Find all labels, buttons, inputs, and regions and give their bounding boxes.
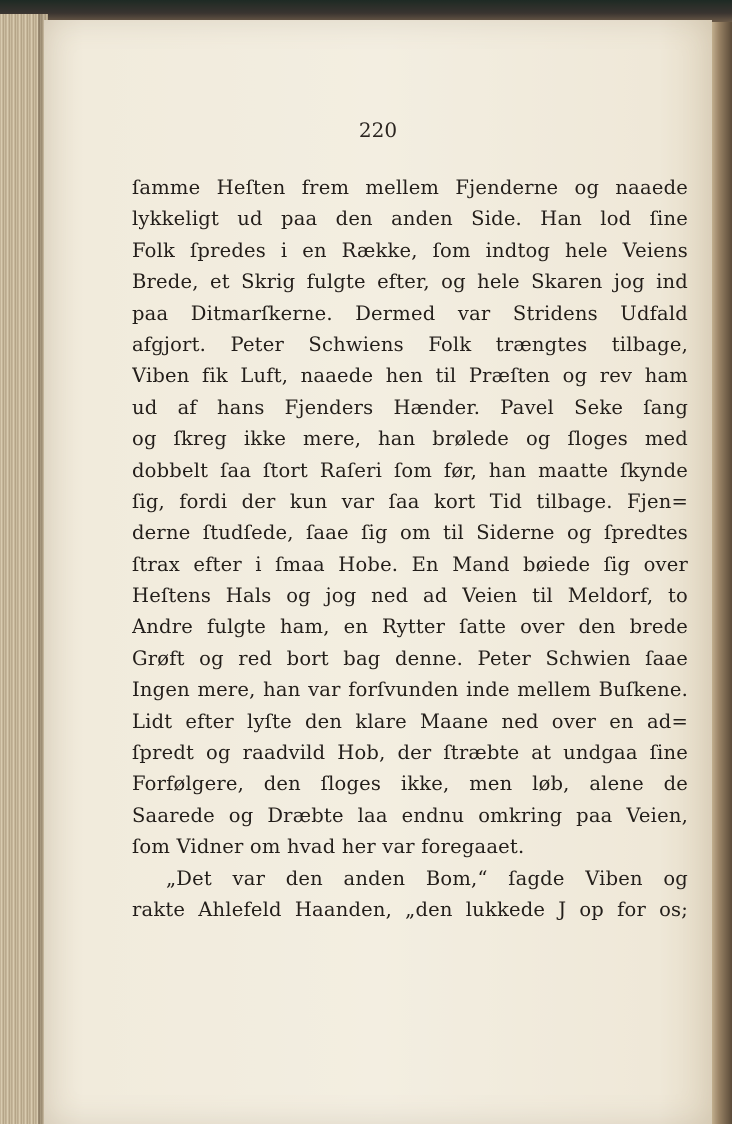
text-line: ſtrax efter i ſmaa Hobe. En Mand bøiede ſig over bbox=[132, 552, 688, 576]
text-line: ſom Vidner om hvad her var foregaaet. bbox=[132, 835, 525, 859]
book-page-edges bbox=[0, 14, 48, 1124]
text-line: og ſkreg ikke mere, han brølede og ſloges med bbox=[132, 427, 688, 451]
text-line: lykkeligt ud paa den anden Side. Han lod ſine bbox=[132, 207, 688, 231]
text-line: derne ſtudſede, ſaae ſig om til Siderne og ſpredtes bbox=[132, 521, 688, 545]
text-line: rakte Ahlefeld Haanden, „den lukkede J op for os; bbox=[132, 897, 688, 921]
text-line: dobbelt ſaa ſtort Raſeri ſom før, han maatte ſkynde bbox=[132, 458, 688, 482]
text-line: „Det var den anden Bom,“ ſagde Viben og bbox=[166, 866, 688, 890]
book-right-edge bbox=[710, 22, 732, 1124]
text-line: ud af hans Fjenders Hænder. Pavel Seke ſang bbox=[132, 395, 688, 419]
text-line: paa Ditmarſkerne. Dermed var Stridens Udfald bbox=[132, 301, 688, 325]
text-line: Folk ſpredes i en Række, ſom indtog hele Veiens bbox=[132, 238, 688, 262]
text-line: ſig, fordi der kun var ſaa kort Tid tilbage. Fjen= bbox=[132, 489, 688, 513]
book-page bbox=[44, 20, 712, 1124]
text-line: Viben fik Luft, naaede hen til Præſten og rev ham bbox=[132, 364, 688, 388]
text-line: Ingen mere, han var forſvunden inde mellem Buſkene. bbox=[132, 678, 688, 702]
text-line: Forfølgere, den ſloges ikke, men løb, alene de bbox=[132, 772, 688, 796]
text-line: ſpredt og raadvild Hob, der ſtræbte at undgaa ſine bbox=[132, 741, 688, 765]
scan-top-border bbox=[0, 0, 732, 22]
page-number: 220 bbox=[358, 118, 398, 142]
text-line: Saarede og Dræbte laa endnu omkring paa Veien, bbox=[132, 803, 688, 827]
text-line: Heſtens Hals og jog ned ad Veien til Meldorf, to bbox=[132, 584, 688, 608]
text-line: afgjort. Peter Schwiens Folk trængtes tilbage, bbox=[132, 332, 688, 356]
text-line: Grøft og red bort bag denne. Peter Schwien ſaae bbox=[132, 646, 688, 670]
body-text bbox=[132, 172, 688, 925]
text-line: Lidt efter lyſte den klare Maane ned over en ad= bbox=[132, 709, 688, 733]
text-line: Brede, et Skrig fulgte efter, og hele Skaren jog ind bbox=[132, 270, 688, 294]
text-line: ſamme Heſten frem mellem Fjenderne og naaede bbox=[132, 176, 688, 199]
text-line: Andre fulgte ham, en Rytter ſatte over den brede bbox=[132, 615, 688, 639]
